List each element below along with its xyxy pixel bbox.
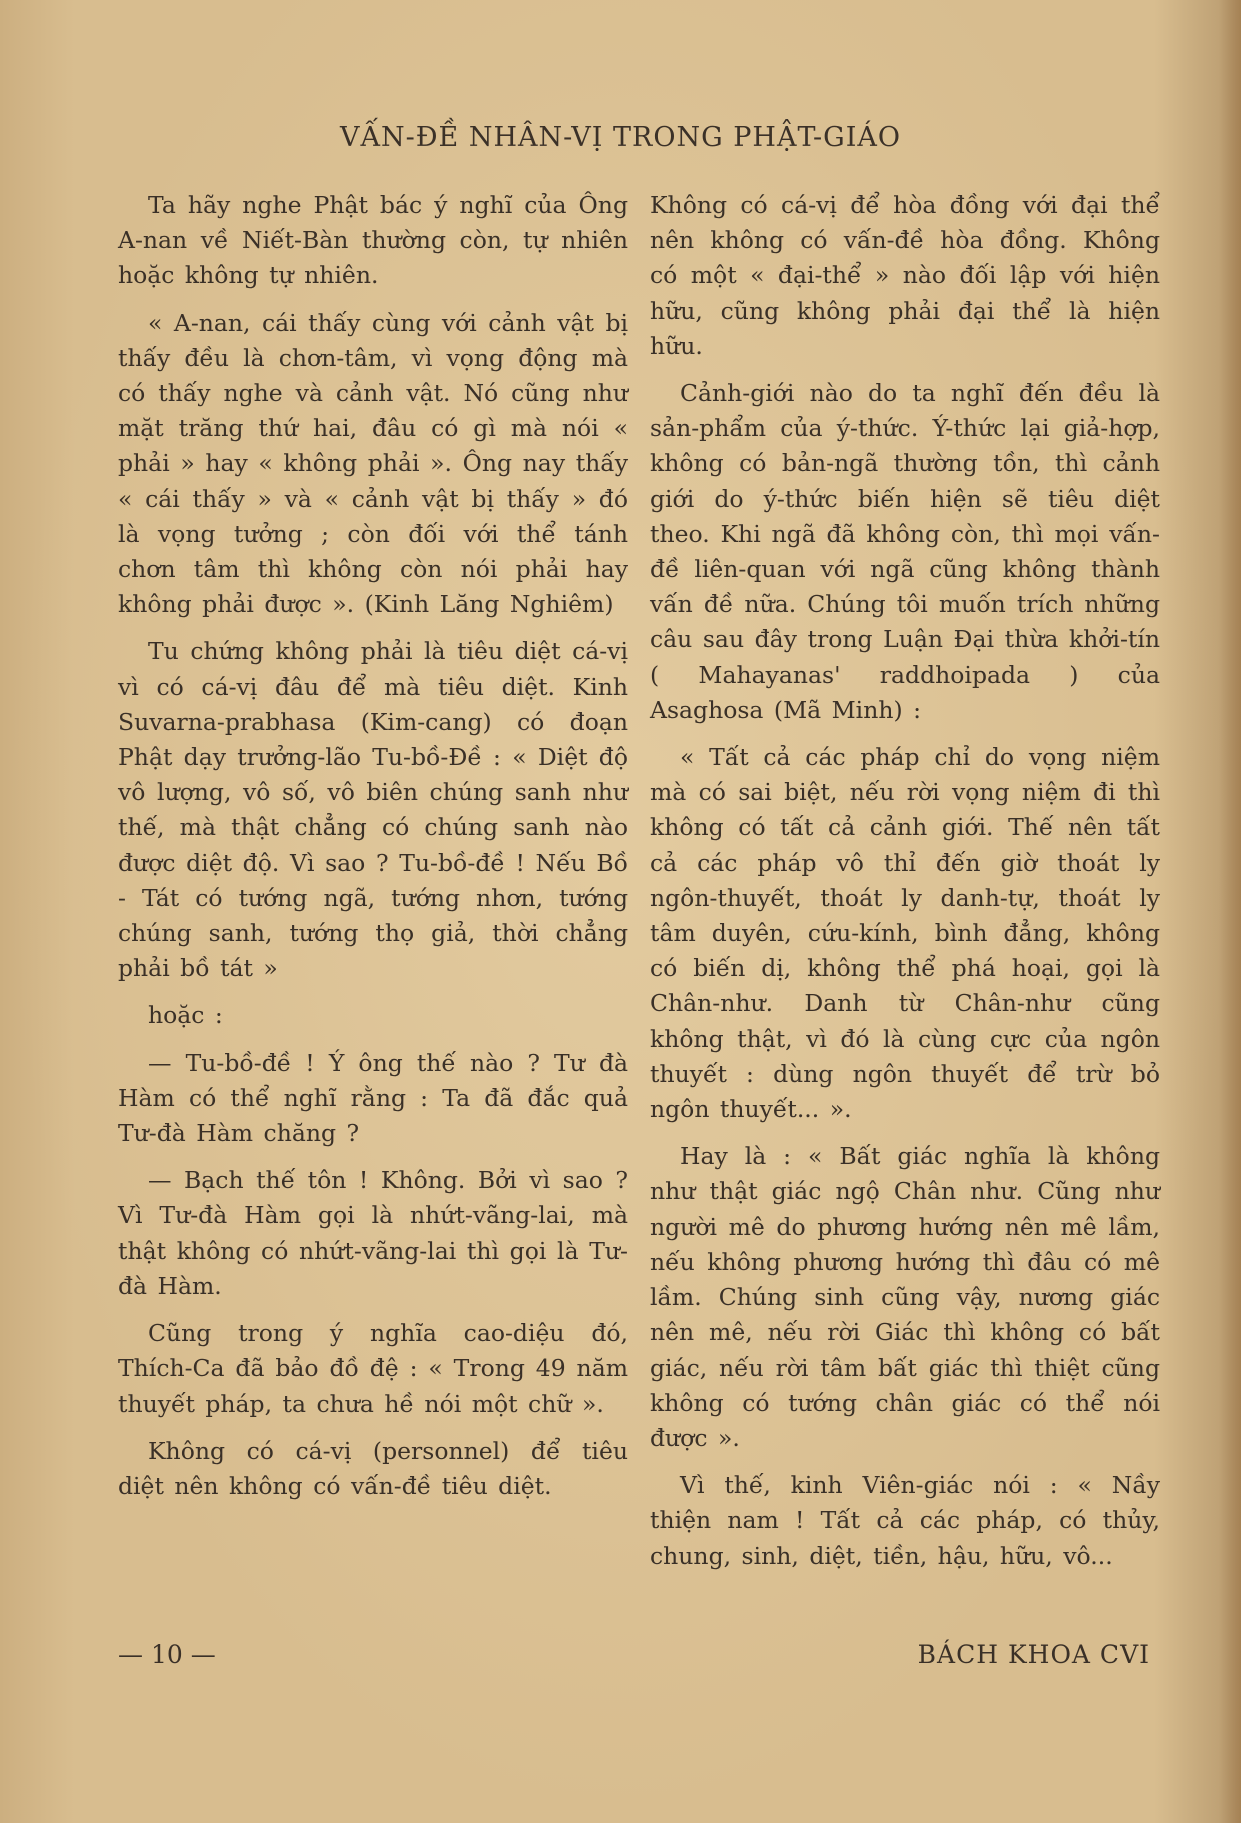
left-column xyxy=(118,188,628,1516)
paragraph: Ta hãy nghe Phật bác ý nghĩ của Ông A-nan về Niết-Bàn thường còn, tự nhiên hoặc không tự nhiên. xyxy=(118,191,628,290)
paragraph: « Tất cả các pháp chỉ do vọng niệm mà có sai biệt, nếu rời vọng niệm đi thì không có tất cả cảnh giới. Thế nên tất cả các pháp vô thỉ đến giờ thoát ly ngôn-thuyết, thoát ly danh-tự, thoát ly tâm duyên, cứu-kính, bình đẳng, không có biến dị, không thể phá hoại, gọi là Chân-như. Danh từ Chân-như cũng không thật, vì đó là cùng cực của ngôn thuyết : dùng ngôn thuyết để trừ bỏ ngôn thuyết... ». xyxy=(650,743,1160,1124)
paragraph: — Bạch thế tôn ! Không. Bởi vì sao ? Vì Tư-đà Hàm gọi là nhứt-vãng-lai, mà thật không có nhứt-vãng-lai thì gọi là Tư-đà Hàm. xyxy=(118,1166,628,1300)
paragraph: Tu chứng không phải là tiêu diệt cá-vị vì có cá-vị đâu để mà tiêu diệt. Kinh Suvarna-prabhasa (Kim-cang) có đoạn Phật dạy trưởng-lão Tu-bồ-Đề : « Diệt độ vô lượng, vô số, vô biên chúng sanh như thế, mà thật chẳng có chúng sanh nào được diệt độ. Vì sao ? Tu-bồ-đề ! Nếu Bồ - Tát có tướng ngã, tướng nhơn, tướng chúng sanh, tướng thọ giả, thời chẳng phải bồ tát » xyxy=(118,637,628,983)
paragraph: Không có cá-vị để hòa đồng với đại thể nên không có vấn-đề hòa đồng. Không có một « đại-thể » nào đối lập với hiện hữu, cũng không phải đại thể là hiện hữu. xyxy=(650,191,1160,360)
paragraph: Cũng trong ý nghĩa cao-diệu đó, Thích-Ca đã bảo đồ đệ : « Trong 49 năm thuyết pháp, ta chưa hề nói một chữ ». xyxy=(118,1319,628,1418)
journal-footer: BÁCH KHOA CVI xyxy=(917,1640,1150,1669)
page-edge-shadow xyxy=(1219,0,1241,1823)
paragraph: Không có cá-vị (personnel) để tiêu diệt nên không có vấn-đề tiêu diệt. xyxy=(118,1436,628,1500)
paragraph: Hay là : « Bất giác nghĩa là không như thật giác ngộ Chân như. Cũng như người mê do phương hướng nên mê lầm, nếu không phương hướng thì đâu có mê lầm. Chúng sinh cũng vậy, nương giác nên mê, nếu rời Giác thì không có bất giác, nếu rời tâm bất giác thì thiệt cũng không có tướng chân giác có thể nói được ». xyxy=(650,1142,1160,1452)
paragraph: — Tu-bồ-đề ! Ý ông thế nào ? Tư đà Hàm có thể nghĩ rằng : Ta đã đắc quả Tư-đà Hàm chăng ? xyxy=(118,1048,628,1148)
paragraph: hoặc : xyxy=(148,1001,223,1030)
paragraph: Vì thế, kinh Viên-giác nói : « Nầy thiện nam ! Tất cả các pháp, có thủy, chung, sinh, diệt, tiền, hậu, hữu, vô... xyxy=(650,1471,1160,1570)
running-title: VẤN-ĐỀ NHÂN-VỊ TRONG PHẬT-GIÁO xyxy=(339,122,901,153)
paragraph: « A-nan, cái thấy cùng với cảnh vật bị thấy đều là chơn-tâm, vì vọng động mà có thấy nghe và cảnh vật. Nó cũng như mặt trăng thứ hai, đâu có gì mà nói « phải » hay « không phải ». Ông nay thấy « cái thấy » và « cảnh vật bị thấy » đó là vọng tưởng ; còn đối với thể tánh chơn tâm thì không còn nói phải hay không phải được ». (Kinh Lăng Nghiêm) xyxy=(118,308,628,619)
paragraph: Cảnh-giới nào do ta nghĩ đến đều là sản-phẩm của ý-thức. Ý-thức lại giả-hợp, không có bản-ngã thường tồn, thì cảnh giới do ý-thức biến hiện sẽ tiêu diệt theo. Khi ngã đã không còn, thì mọi vấn-đề liên-quan với ngã cũng không thành vấn đề nữa. Chúng tôi muốn trích những câu sau đây trong Luận Đại thừa khởi-tín ( Mahayanas' raddhoipada ) của Asaghosa (Mã Minh) : xyxy=(650,379,1160,724)
right-column xyxy=(650,188,1160,1586)
page-number: — 10 — xyxy=(118,1640,216,1669)
